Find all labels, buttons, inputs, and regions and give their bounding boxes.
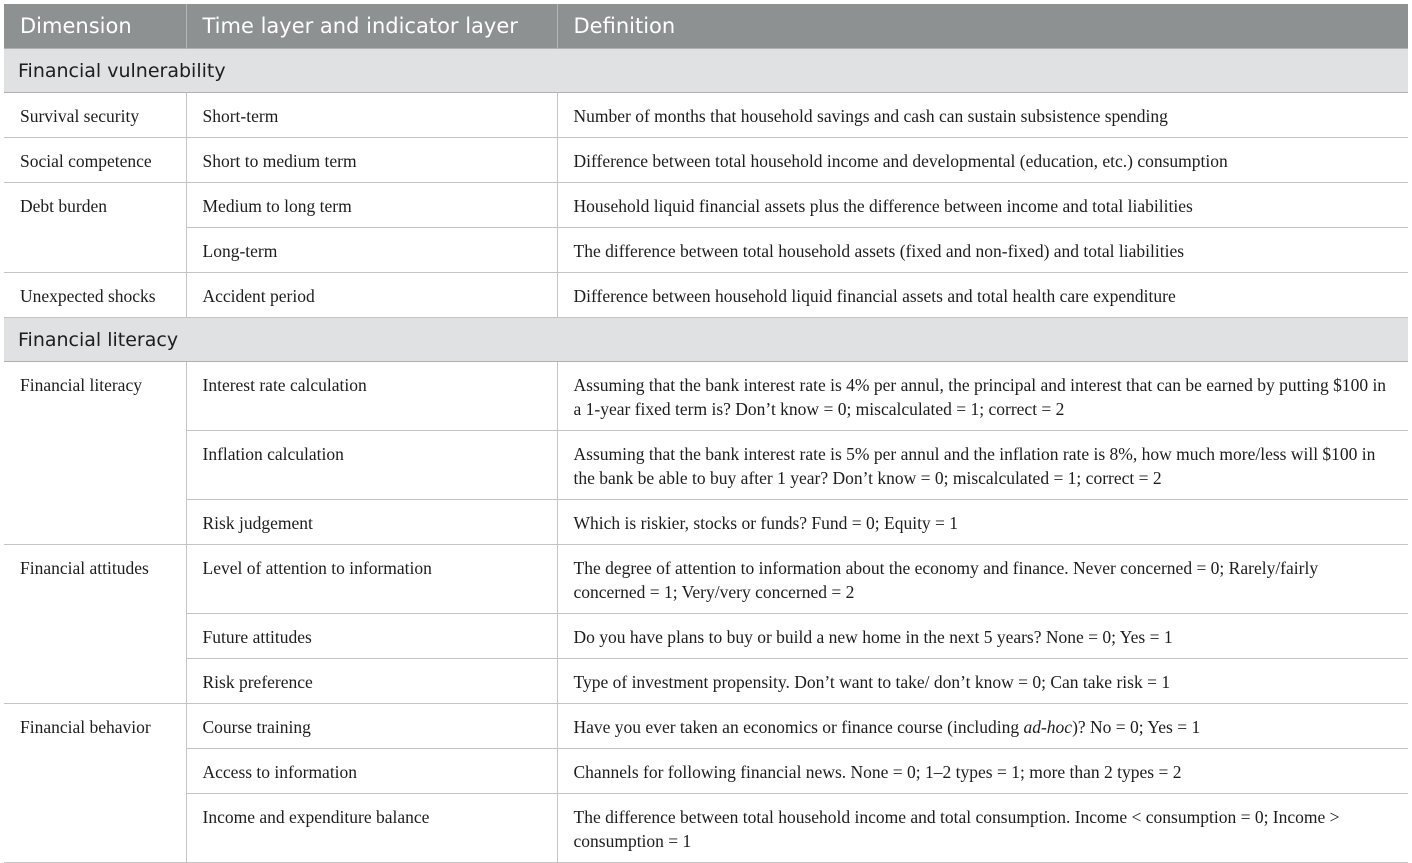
definition-cell: Assuming that the bank interest rate is 5% per annul and the inflation rate is 8%, how much more/less will $100 in the bank be able to buy after 1 year? Don’t know = 0; miscalculated = 1; correct = 2 [557, 431, 1408, 500]
table-row [4, 545, 1408, 614]
section-title-literacy: Financial literacy [4, 318, 1408, 362]
definitions-table [4, 4, 1408, 863]
layer-cell: Income and expenditure balance [186, 794, 557, 863]
definition-cell: The difference between total household assets (fixed and non-fixed) and total liabilities [557, 228, 1408, 273]
dimension-cell: Survival security [4, 93, 186, 138]
table-row [4, 273, 1408, 318]
dimension-cell: Financial behavior [4, 704, 186, 863]
header-row [4, 4, 1408, 49]
definition-cell: Type of investment propensity. Don’t want to take/ don’t know = 0; Can take risk = 1 [557, 659, 1408, 704]
layer-cell: Risk preference [186, 659, 557, 704]
layer-cell: Short to medium term [186, 138, 557, 183]
layer-cell: Course training [186, 704, 557, 749]
table-row [4, 749, 1408, 794]
layer-cell: Interest rate calculation [186, 362, 557, 431]
definition-text-post: )? No = 0; Yes = 1 [1072, 717, 1201, 737]
definition-cell: Number of months that household savings and cash can sustain subsistence spending [557, 93, 1408, 138]
dimension-cell: Financial literacy [4, 362, 186, 545]
dimension-cell: Unexpected shocks [4, 273, 186, 318]
header-dimension: Dimension [4, 4, 186, 49]
layer-cell: Risk judgement [186, 500, 557, 545]
layer-cell: Future attitudes [186, 614, 557, 659]
definition-text-pre: Have you ever taken an economics or finance course (including [573, 717, 1024, 737]
definition-cell: Difference between total household income and developmental (education, etc.) consumption [557, 138, 1408, 183]
section-title-vulnerability: Financial vulnerability [4, 49, 1408, 93]
layer-cell: Accident period [186, 273, 557, 318]
definition-cell: The degree of attention to information about the economy and finance. Never concerned = 0; Rarely/fairly concerned = 1; Very/very concerned = 2 [557, 545, 1408, 614]
definition-cell: Channels for following financial news. None = 0; 1–2 types = 1; more than 2 types = 2 [557, 749, 1408, 794]
table-row [4, 431, 1408, 500]
header-definition: Definition [557, 4, 1408, 49]
layer-cell: Level of attention to information [186, 545, 557, 614]
table-row [4, 659, 1408, 704]
layer-cell: Inflation calculation [186, 431, 557, 500]
table-row [4, 500, 1408, 545]
layer-cell: Medium to long term [186, 183, 557, 228]
section-row [4, 318, 1408, 362]
definitions-table-container [4, 4, 1408, 863]
definition-cell [557, 704, 1408, 749]
table-row [4, 794, 1408, 863]
layer-cell: Access to information [186, 749, 557, 794]
definition-text-emphasis: ad-hoc [1023, 717, 1073, 737]
definition-cell: Assuming that the bank interest rate is 4% per annul, the principal and interest that can be earned by putting $100 in a 1-year fixed term is? Don’t know = 0; miscalculated = 1; correct = 2 [557, 362, 1408, 431]
definition-cell: Which is riskier, stocks or funds? Fund = 0; Equity = 1 [557, 500, 1408, 545]
table-row [4, 228, 1408, 273]
dimension-cell: Social competence [4, 138, 186, 183]
table-row [4, 704, 1408, 749]
layer-cell: Short-term [186, 93, 557, 138]
header-layer: Time layer and indicator layer [186, 4, 557, 49]
definition-cell: Difference between household liquid financial assets and total health care expenditure [557, 273, 1408, 318]
definition-cell: Do you have plans to buy or build a new home in the next 5 years? None = 0; Yes = 1 [557, 614, 1408, 659]
table-row [4, 138, 1408, 183]
section-row [4, 49, 1408, 93]
layer-cell: Long-term [186, 228, 557, 273]
table-row [4, 93, 1408, 138]
definition-cell: The difference between total household income and total consumption. Income < consumption = 0; Income > consumption = 1 [557, 794, 1408, 863]
table-row [4, 362, 1408, 431]
dimension-cell: Debt burden [4, 183, 186, 273]
table-row [4, 183, 1408, 228]
table-row [4, 614, 1408, 659]
definition-cell: Household liquid financial assets plus the difference between income and total liabilities [557, 183, 1408, 228]
dimension-cell: Financial attitudes [4, 545, 186, 704]
